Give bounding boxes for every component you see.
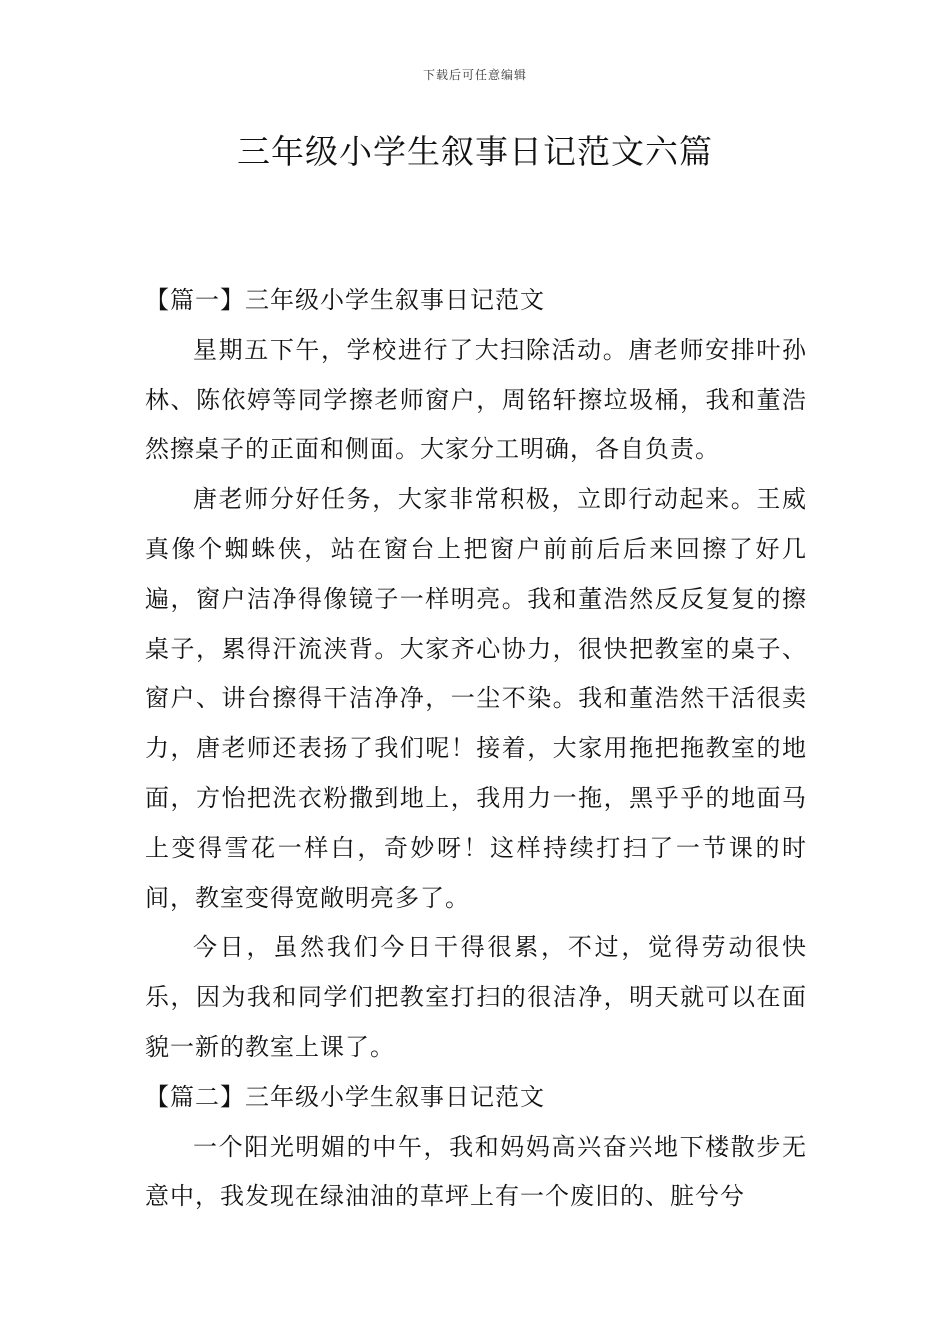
paragraph: 今日，虽然我们今日干得很累，不过，觉得劳动很快乐，因为我和同学们把教室打扫的很洁净，明天就可以在面貌一新的教室上课了。 <box>145 933 807 1061</box>
paragraph: 唐老师分好任务，大家非常积极，立即行动起来。王威真像个蜘蛛侠，站在窗台上把窗户前前后后来回擦了好几遍，窗户洁净得像镜子一样明亮。我和董浩然反反复复的擦桌子，累得汗流浃背。大家齐心协力，很快把教室的桌子、窗户、讲台擦得干洁净净，一尘不染。我和董浩然干活很卖力，唐老师还表扬了我们呢！接着，大家用拖把拖教室的地面，方怡把洗衣粉撒到地上，我用力一拖，黑乎乎的地面马上变得雪花一样白，奇妙呀！这样持续打扫了一节课的时间，教室变得宽敞明亮多了。 <box>145 485 807 912</box>
document-title: 三年级小学生叙事日记范文六篇 <box>237 132 713 171</box>
paragraph: 一个阳光明媚的中午，我和妈妈高兴奋兴地下楼散步无意中，我发现在绿油油的草坪上有一个废旧的、脏兮兮 <box>145 1132 807 1211</box>
paragraph: 星期五下午，学校进行了大扫除活动。唐老师安排叶孙林、陈依婷等同学擦老师窗户，周铭轩擦垃圾桶，我和董浩然擦桌子的正面和侧面。大家分工明确，各自负责。 <box>145 335 807 464</box>
section-heading: 【篇二】三年级小学生叙事日记范文 <box>145 1082 545 1111</box>
header-note: 下载后可任意编辑 <box>422 68 527 82</box>
section-2 <box>145 1073 807 1222</box>
section-heading: 【篇一】三年级小学生叙事日记范文 <box>145 286 545 314</box>
section-1 <box>145 276 807 1073</box>
document-body <box>145 276 807 1222</box>
